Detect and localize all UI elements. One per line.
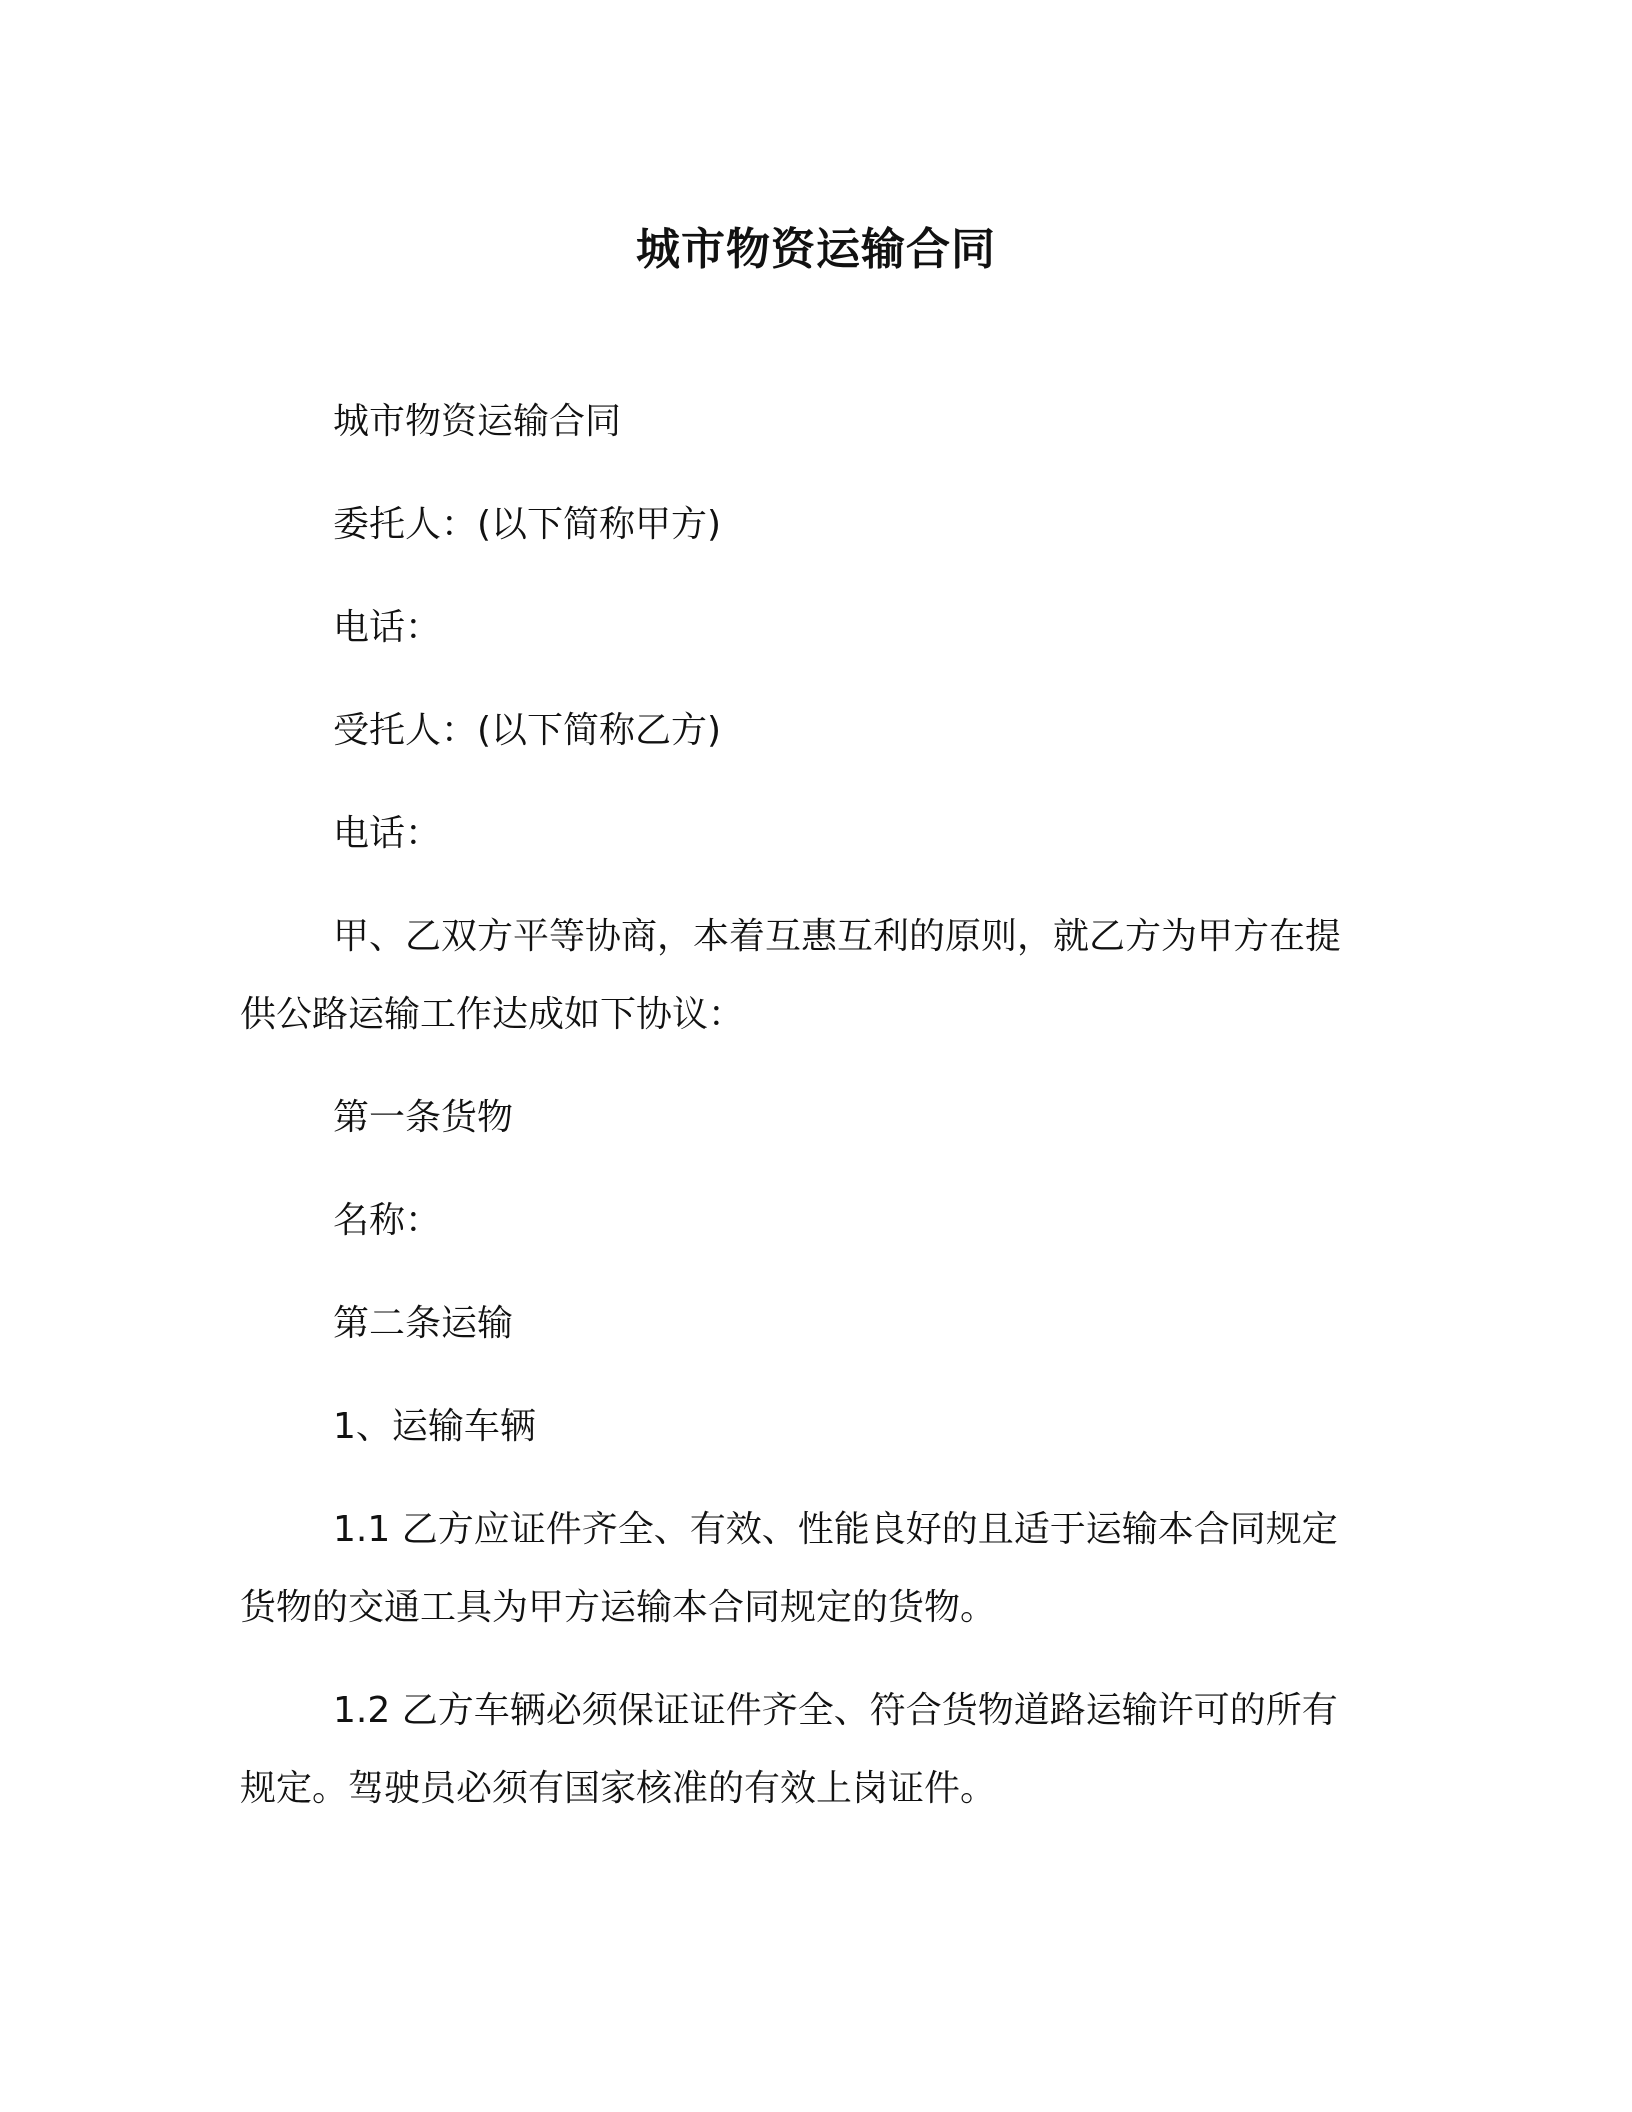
client-line: 委托人：(以下简称甲方) [333, 504, 722, 545]
contractor-phone-line: 电话： [333, 813, 442, 854]
article-one-heading: 第一条货物 [333, 1097, 514, 1138]
transport-vehicles-heading: 1、运输车辆 [333, 1406, 536, 1447]
contract-heading-line: 城市物资运输合同 [333, 401, 622, 442]
clause-1-2-line-2: 规定。驾驶员必须有国家核准的有效上岗证件。 [240, 1768, 997, 1809]
preamble-line-2: 供公路运输工作达成如下协议： [240, 994, 745, 1035]
contractor-line: 受托人：(以下简称乙方) [333, 710, 722, 751]
preamble-line-1: 甲、乙双方平等协商，本着互惠互利的原则，就乙方为甲方在提 [333, 916, 1342, 957]
article-two-heading: 第二条运输 [333, 1303, 514, 1344]
client-phone-line: 电话： [333, 607, 442, 648]
clause-1-2-line-1: 1.2 乙方车辆必须保证证件齐全、符合货物道路运输许可的所有 [333, 1690, 1338, 1731]
clause-1-1-line-2: 货物的交通工具为甲方运输本合同规定的货物。 [240, 1587, 997, 1628]
goods-name-line: 名称： [333, 1200, 442, 1241]
clause-1-1-line-1: 1.1 乙方应证件齐全、有效、性能良好的且适于运输本合同规定 [333, 1509, 1338, 1550]
document-title: 城市物资运输合同 [636, 224, 996, 275]
